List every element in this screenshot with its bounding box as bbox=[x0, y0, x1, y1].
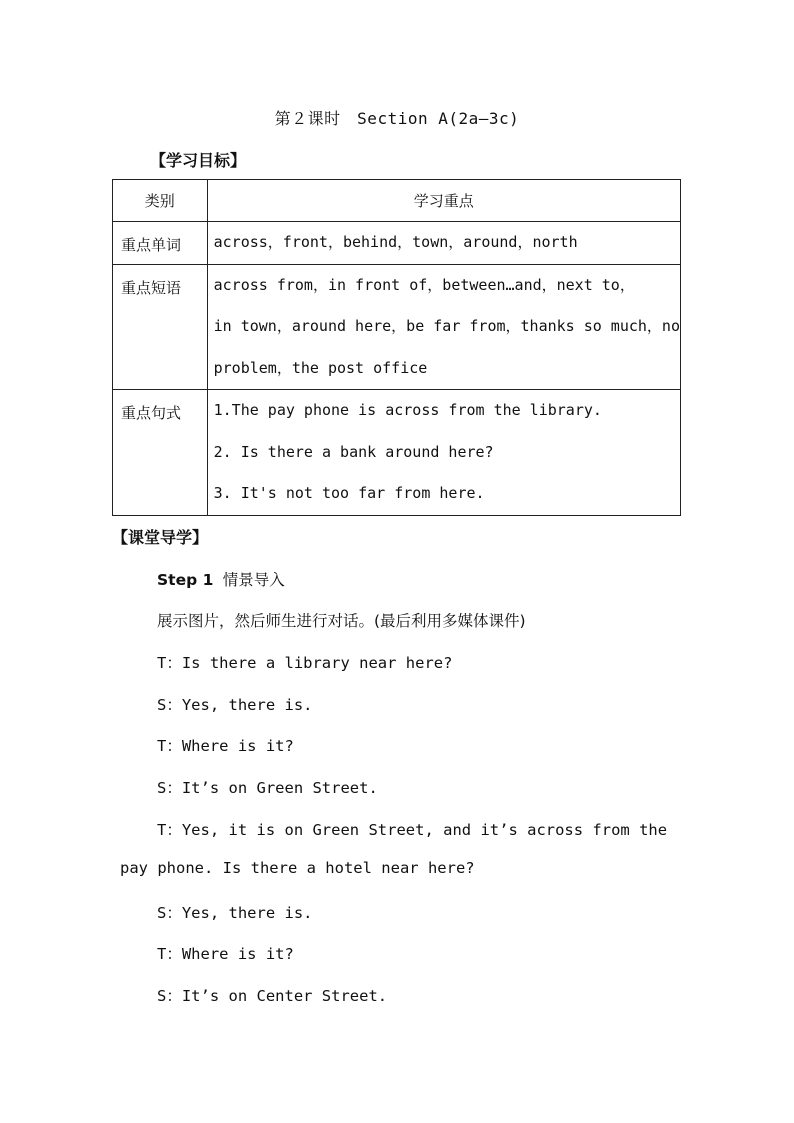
dialogue-line: pay phone. Is there a hotel near here? bbox=[120, 859, 475, 877]
row-line: problem，the post office bbox=[213, 358, 428, 377]
table-row bbox=[113, 222, 681, 265]
dialogue-line: T：Is there a library near here? bbox=[157, 654, 453, 672]
dialogue-line: S：It’s on Center Street. bbox=[157, 987, 388, 1005]
row-category: 重点短语 bbox=[113, 264, 208, 390]
table-row bbox=[113, 264, 681, 390]
row-category: 重点单词 bbox=[113, 222, 208, 265]
dialogue-line: T：Yes, it is on Green Street, and it’s across from the bbox=[157, 821, 668, 839]
row-line: across，front，behind，town，around，north bbox=[213, 233, 578, 251]
row-content bbox=[207, 264, 680, 390]
dialogue-line: T：Where is it? bbox=[157, 945, 294, 963]
row-line: 3. It's not too far from here. bbox=[213, 484, 485, 502]
intro-text: 展示图片，然后师生进行对话。(最后利用多媒体课件) bbox=[157, 612, 526, 630]
step-title: 情景导入 bbox=[222, 571, 285, 589]
objectives-table bbox=[112, 179, 681, 516]
table-row bbox=[113, 390, 681, 516]
row-content bbox=[207, 222, 680, 265]
dialogue-line: S：Yes, there is. bbox=[157, 696, 313, 714]
dialogue-line: S：Yes, there is. bbox=[157, 904, 313, 922]
step-heading bbox=[157, 568, 285, 590]
table-header-row bbox=[113, 180, 681, 222]
page-title: 第２课时 Section A(2a—3c) bbox=[274, 109, 520, 128]
dialogue-line: T：Where is it? bbox=[157, 737, 294, 755]
header-focus: 学习重点 bbox=[207, 180, 680, 222]
row-content bbox=[207, 390, 680, 516]
row-category: 重点句式 bbox=[113, 390, 208, 516]
guide-heading: 【课堂导学】 bbox=[112, 528, 209, 547]
dialogue-line: S：It’s on Green Street. bbox=[157, 779, 378, 797]
row-line: across from，in front of，between…and，next to， bbox=[213, 275, 635, 294]
step-label: Step 1 bbox=[157, 571, 214, 589]
row-line: 1.The pay phone is across from the library. bbox=[213, 401, 602, 419]
row-line: in town，around here，be far from，thanks so much，no bbox=[213, 317, 680, 335]
row-line: 2. Is there a bank around here? bbox=[213, 442, 494, 461]
header-category: 类别 bbox=[113, 180, 208, 222]
objectives-heading: 【学习目标】 bbox=[150, 151, 247, 170]
